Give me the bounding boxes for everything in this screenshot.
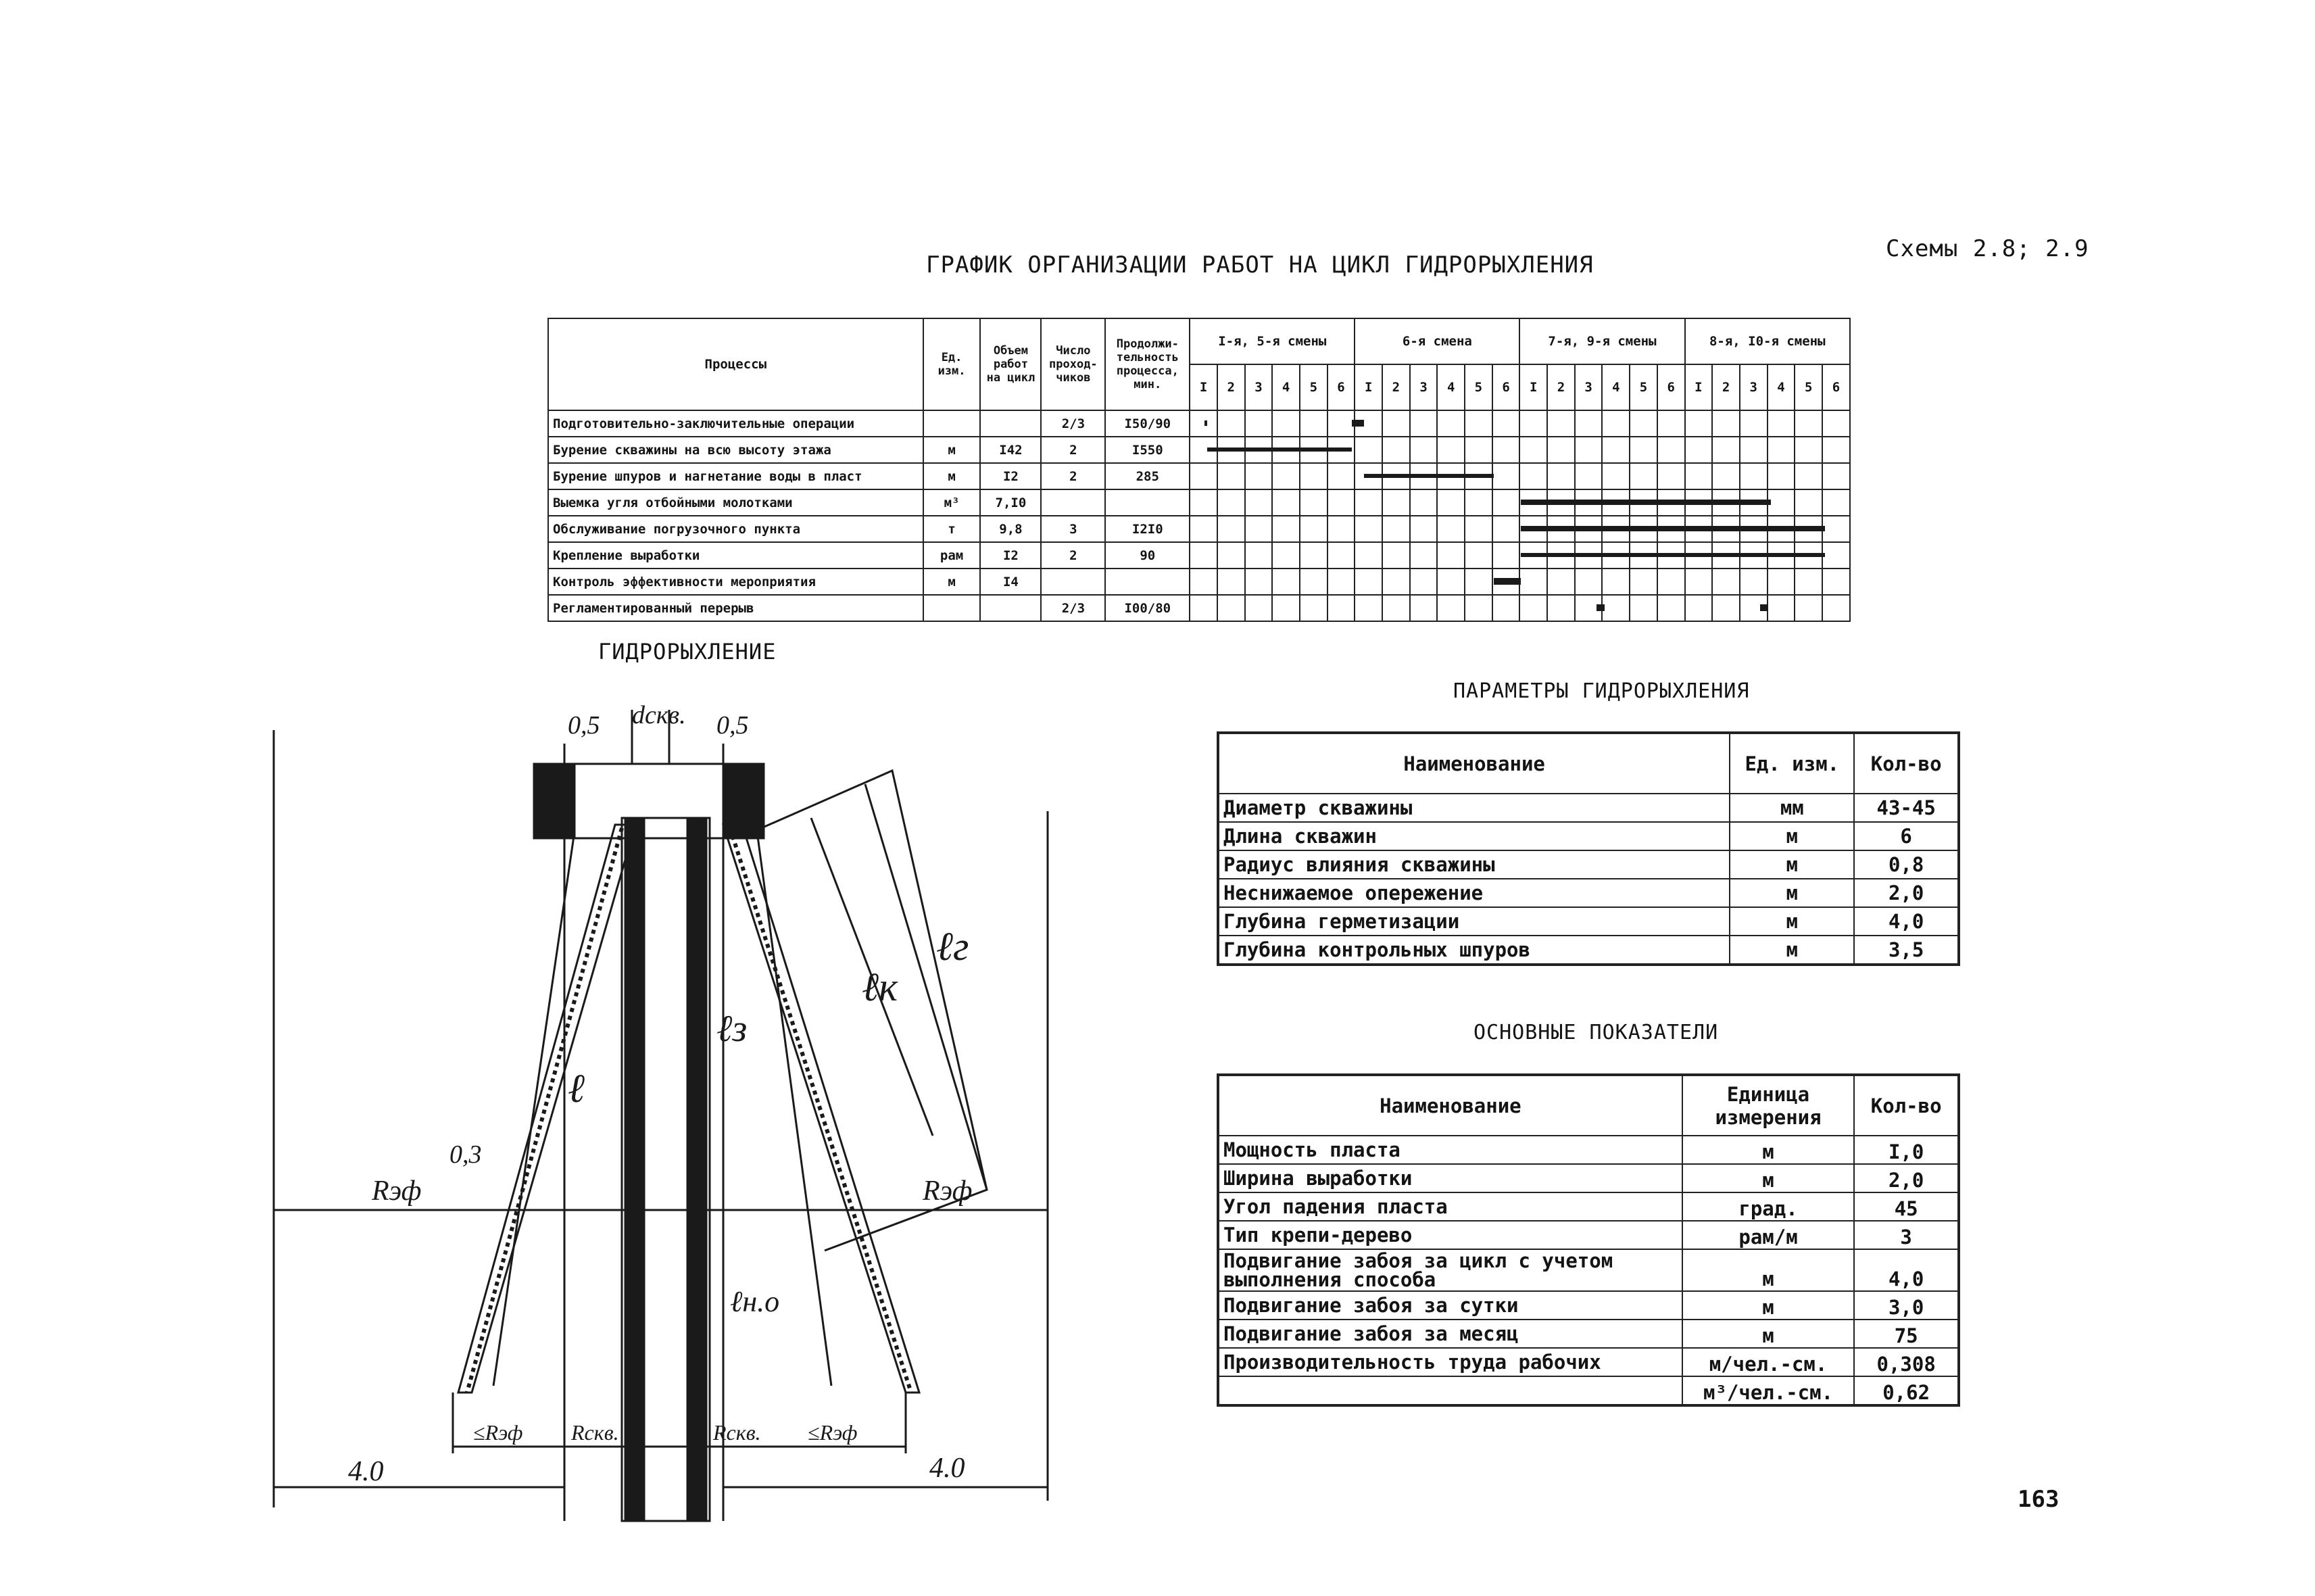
hour-cell: 3 [1740, 364, 1768, 410]
schedule-cell-duration: I550 [1105, 437, 1190, 463]
label-l-z: ℓз [716, 1008, 748, 1050]
label-dim-right: 4.0 [929, 1453, 965, 1484]
schedule-cell-unit: м [923, 463, 981, 489]
hour-cell: 5 [1465, 364, 1492, 410]
label-l-k: ℓк [862, 965, 898, 1009]
shift-group-3: 7-я, 9-я смены [1519, 318, 1684, 364]
params-row [1218, 794, 1959, 822]
shift-group-1: I-я, 5-я смены [1190, 318, 1355, 364]
params-cell-name: Радиус влияния скважины [1218, 850, 1730, 879]
gantt-bar-break-2 [1760, 604, 1768, 611]
params-cell-name: Неснижаемое опережение [1218, 879, 1730, 907]
params-row [1218, 850, 1959, 879]
gantt-bar-support [1521, 553, 1825, 557]
label-l-nd: ℓн.о [730, 1285, 780, 1318]
hour-cell: 4 [1768, 364, 1795, 410]
schedule-cell-duration: I50/90 [1105, 410, 1190, 437]
central-borehole-wall-left [625, 818, 644, 1521]
indicators-cell-name: Подвигание забоя за цикл с учетом выполнения способа [1218, 1249, 1682, 1291]
indicators-cell-unit: м [1682, 1249, 1855, 1291]
hour-cell: 6 [1822, 364, 1850, 410]
schedule-cell-crew: 2/3 [1041, 410, 1105, 437]
gantt-bar-shpur [1364, 474, 1494, 478]
hour-cell: 6 [1657, 364, 1685, 410]
gantt-bar-loading-1 [1521, 526, 1603, 531]
schedule-cell-process: Бурение шпуров и нагнетание воды в пласт [548, 463, 923, 489]
params-cell-name: Диаметр скважины [1218, 794, 1730, 822]
hour-cell: 3 [1245, 364, 1273, 410]
indicators-cell-name: Подвигание забоя за месяц [1218, 1320, 1682, 1348]
hour-cell: 6 [1492, 364, 1520, 410]
label-d03: 0,3 [449, 1140, 482, 1169]
indicators-row [1218, 1221, 1959, 1249]
indicators-cell-unit: рам/м [1682, 1221, 1855, 1249]
collar-left-seal [534, 764, 575, 838]
schedule-cell-process: Подготовительно-заключительные операции [548, 410, 923, 437]
schedule-cell-process: Обслуживание погрузочного пункта [548, 516, 923, 542]
hour-cell: 5 [1300, 364, 1327, 410]
label-r-skv-left: Rскв. [571, 1420, 619, 1445]
hour-cell: 4 [1602, 364, 1630, 410]
params-header-name: Наименование [1218, 733, 1730, 794]
hour-cell: I [1190, 364, 1217, 410]
indicators-cell-name [1218, 1376, 1682, 1405]
schedule-cell-volume: I2 [980, 542, 1041, 569]
indicators-row [1218, 1164, 1959, 1192]
diagram-caption: ГИДРОРЫХЛЕНИЕ [598, 639, 777, 664]
indicators-cell-qty: I,0 [1854, 1136, 1959, 1164]
indicators-cell-unit: м [1682, 1320, 1855, 1348]
header-process: Процессы [548, 318, 923, 410]
schedule-cell-unit: м³ [923, 489, 981, 516]
params-cell-name: Глубина контрольных шпуров [1218, 936, 1730, 965]
hour-cell: 2 [1382, 364, 1410, 410]
header-duration: Продолжи- тельность процесса, мин. [1105, 318, 1190, 410]
label-r-skv-right: Rскв. [713, 1420, 761, 1445]
label-r-ef-right: Rэф [923, 1176, 973, 1207]
label-le-r-left: ≤Rэф [473, 1420, 523, 1445]
indicators-cell-name: Производительность труда рабочих [1218, 1348, 1682, 1376]
params-cell-qty: 3,5 [1854, 936, 1959, 965]
schedule-cell-crew: 2 [1041, 437, 1105, 463]
params-cell-unit: м [1730, 936, 1854, 965]
schedule-cell-duration: 90 [1105, 542, 1190, 569]
header-volume: Объем работ на цикл [980, 318, 1041, 410]
schedule-cell-unit: рам [923, 542, 981, 569]
schedule-cell-duration: I2I0 [1105, 516, 1190, 542]
central-borehole-wall-right [687, 818, 706, 1521]
indicators-header-name: Наименование [1218, 1075, 1682, 1136]
schedule-cell-volume: I4 [980, 569, 1041, 595]
schedule-cell-process: Регламентированный перерыв [548, 595, 923, 621]
hour-cell: 3 [1575, 364, 1603, 410]
indicators-cell-unit: м [1682, 1164, 1855, 1192]
indicators-cell-unit: град. [1682, 1192, 1855, 1221]
schedule-cell-duration: I00/80 [1105, 595, 1190, 621]
hour-cell: 6 [1327, 364, 1355, 410]
scheme-reference: Схемы 2.8; 2.9 [1886, 235, 2089, 262]
params-cell-qty: 4,0 [1854, 907, 1959, 936]
params-header-qty: Кол-во [1854, 733, 1959, 794]
hour-cell: 3 [1410, 364, 1438, 410]
page-title: ГРАФИК ОРГАНИЗАЦИИ РАБОТ НА ЦИКЛ ГИДРОРЫХЛЕНИЯ [926, 251, 1594, 279]
indicators-cell-unit: м/чел.-см. [1682, 1348, 1855, 1376]
schedule-cell-crew: 3 [1041, 516, 1105, 542]
label-half-left: 0,5 [568, 711, 600, 740]
indicators-cell-qty: 0,308 [1854, 1348, 1959, 1376]
params-cell-unit: м [1730, 850, 1854, 879]
hour-cell: 2 [1217, 364, 1245, 410]
indicators-cell-qty: 0,62 [1854, 1376, 1959, 1405]
inclined-hole-left [458, 825, 635, 1393]
params-cell-qty: 2,0 [1854, 879, 1959, 907]
params-row [1218, 936, 1959, 965]
schedule-cell-crew: 2 [1041, 463, 1105, 489]
indicators-cell-qty: 4,0 [1854, 1249, 1959, 1291]
params-title: ПАРАМЕТРЫ ГИДРОРЫХЛЕНИЯ [1453, 679, 1750, 703]
shift-group-2: 6-я смена [1355, 318, 1519, 364]
params-table [1217, 731, 1960, 966]
label-r-ef-left: Rэф [372, 1176, 422, 1207]
label-l: ℓ [568, 1066, 585, 1111]
gantt-bar-coal-1 [1521, 500, 1603, 505]
label-dim-left: 4.0 [348, 1456, 384, 1487]
indicators-cell-name: Мощность пласта [1218, 1136, 1682, 1164]
params-cell-name: Глубина герметизации [1218, 907, 1730, 936]
gantt-bar-control [1494, 578, 1521, 585]
label-le-r-right: ≤Rэф [808, 1420, 858, 1445]
schedule-cell-crew: 2/3 [1041, 595, 1105, 621]
schedule-cell-unit: т [923, 516, 981, 542]
indicators-row [1218, 1320, 1959, 1348]
label-d-skv: dскв. [632, 701, 686, 729]
header-crew: Число проход- чиков [1041, 318, 1105, 410]
schedule-cell-process: Выемка угля отбойными молотками [548, 489, 923, 516]
left-outer-incline [493, 831, 575, 1386]
params-row [1218, 822, 1959, 850]
indicators-cell-unit: м [1682, 1291, 1855, 1320]
schedule-cell-process: Контроль эффективности мероприятия [548, 569, 923, 595]
schedule-cell-process: Бурение скважины на всю высоту этажа [548, 437, 923, 463]
indicators-cell-qty: 75 [1854, 1320, 1959, 1348]
params-row [1218, 879, 1959, 907]
indicators-row [1218, 1376, 1959, 1405]
params-cell-qty: 6 [1854, 822, 1959, 850]
gantt-bar-coal-2 [1603, 500, 1771, 505]
hydroloosening-diagram [257, 690, 1081, 1541]
indicators-table [1217, 1073, 1960, 1407]
indicators-cell-name: Тип крепи-дерево [1218, 1221, 1682, 1249]
hour-cell: I [1355, 364, 1382, 410]
header-unit: Ед. изм. [923, 318, 981, 410]
indicators-cell-name: Угол падения пласта [1218, 1192, 1682, 1221]
schedule-cell-volume: I2 [980, 463, 1041, 489]
hour-cell: 4 [1437, 364, 1465, 410]
params-row [1218, 907, 1959, 936]
indicators-cell-qty: 3,0 [1854, 1291, 1959, 1320]
schedule-cell-unit: м [923, 569, 981, 595]
schedule-cell-volume: 7,I0 [980, 489, 1041, 516]
gantt-bar-prep-2 [1352, 420, 1364, 427]
params-cell-unit: м [1730, 879, 1854, 907]
indicators-cell-qty: 2,0 [1854, 1164, 1959, 1192]
indicators-cell-name: Ширина выработки [1218, 1164, 1682, 1192]
gantt-bar-loading-2 [1603, 526, 1825, 531]
params-cell-unit: мм [1730, 794, 1854, 822]
indicators-row [1218, 1291, 1959, 1320]
gantt-bar-prep [1204, 420, 1207, 426]
indicators-row [1218, 1136, 1959, 1164]
hour-cell: 2 [1547, 364, 1575, 410]
indicators-row [1218, 1192, 1959, 1221]
hour-cell: 2 [1712, 364, 1740, 410]
hour-cell: I [1519, 364, 1547, 410]
schedule-cell-crew: 2 [1041, 542, 1105, 569]
params-cell-unit: м [1730, 907, 1854, 936]
indicators-cell-unit: м³/чел.-см. [1682, 1376, 1855, 1405]
schedule-cell-volume: I42 [980, 437, 1041, 463]
indicators-cell-qty: 3 [1854, 1221, 1959, 1249]
params-cell-qty: 0,8 [1854, 850, 1959, 879]
params-cell-unit: м [1730, 822, 1854, 850]
schedule-cell-process: Крепление выработки [548, 542, 923, 569]
params-cell-name: Длина скважин [1218, 822, 1730, 850]
gantt-mark-1 [1269, 448, 1273, 452]
gantt-bar-break-1 [1597, 604, 1605, 611]
hour-cell: 5 [1630, 364, 1657, 410]
schedule-cell-volume: 9,8 [980, 516, 1041, 542]
indicators-cell-name: Подвигание забоя за сутки [1218, 1291, 1682, 1320]
indicators-cell-qty: 45 [1854, 1192, 1959, 1221]
gantt-bar-drilling [1207, 448, 1352, 452]
inclined-hole-left-fill [467, 828, 622, 1393]
schedule-cell-duration: 285 [1105, 463, 1190, 489]
indicators-header-unit: Единица измерения [1682, 1075, 1855, 1136]
shift-group-4: 8-я, I0-я смены [1685, 318, 1850, 364]
params-header-unit: Ед. изм. [1730, 733, 1854, 794]
indicators-title: ОСНОВНЫЕ ПОКАЗАТЕЛИ [1473, 1021, 1719, 1044]
label-l-g: ℓг [936, 924, 969, 969]
indicators-header-qty: Кол-во [1854, 1075, 1959, 1136]
hour-cell: I [1685, 364, 1713, 410]
label-half-right: 0,5 [716, 711, 749, 740]
params-cell-qty: 43-45 [1854, 794, 1959, 822]
indicators-row [1218, 1249, 1959, 1291]
page-number: 163 [2018, 1486, 2060, 1513]
schedule-cell-unit: м [923, 437, 981, 463]
indicators-row [1218, 1348, 1959, 1376]
hour-cell: 5 [1795, 364, 1822, 410]
indicators-cell-unit: м [1682, 1136, 1855, 1164]
hour-cell: 4 [1272, 364, 1300, 410]
